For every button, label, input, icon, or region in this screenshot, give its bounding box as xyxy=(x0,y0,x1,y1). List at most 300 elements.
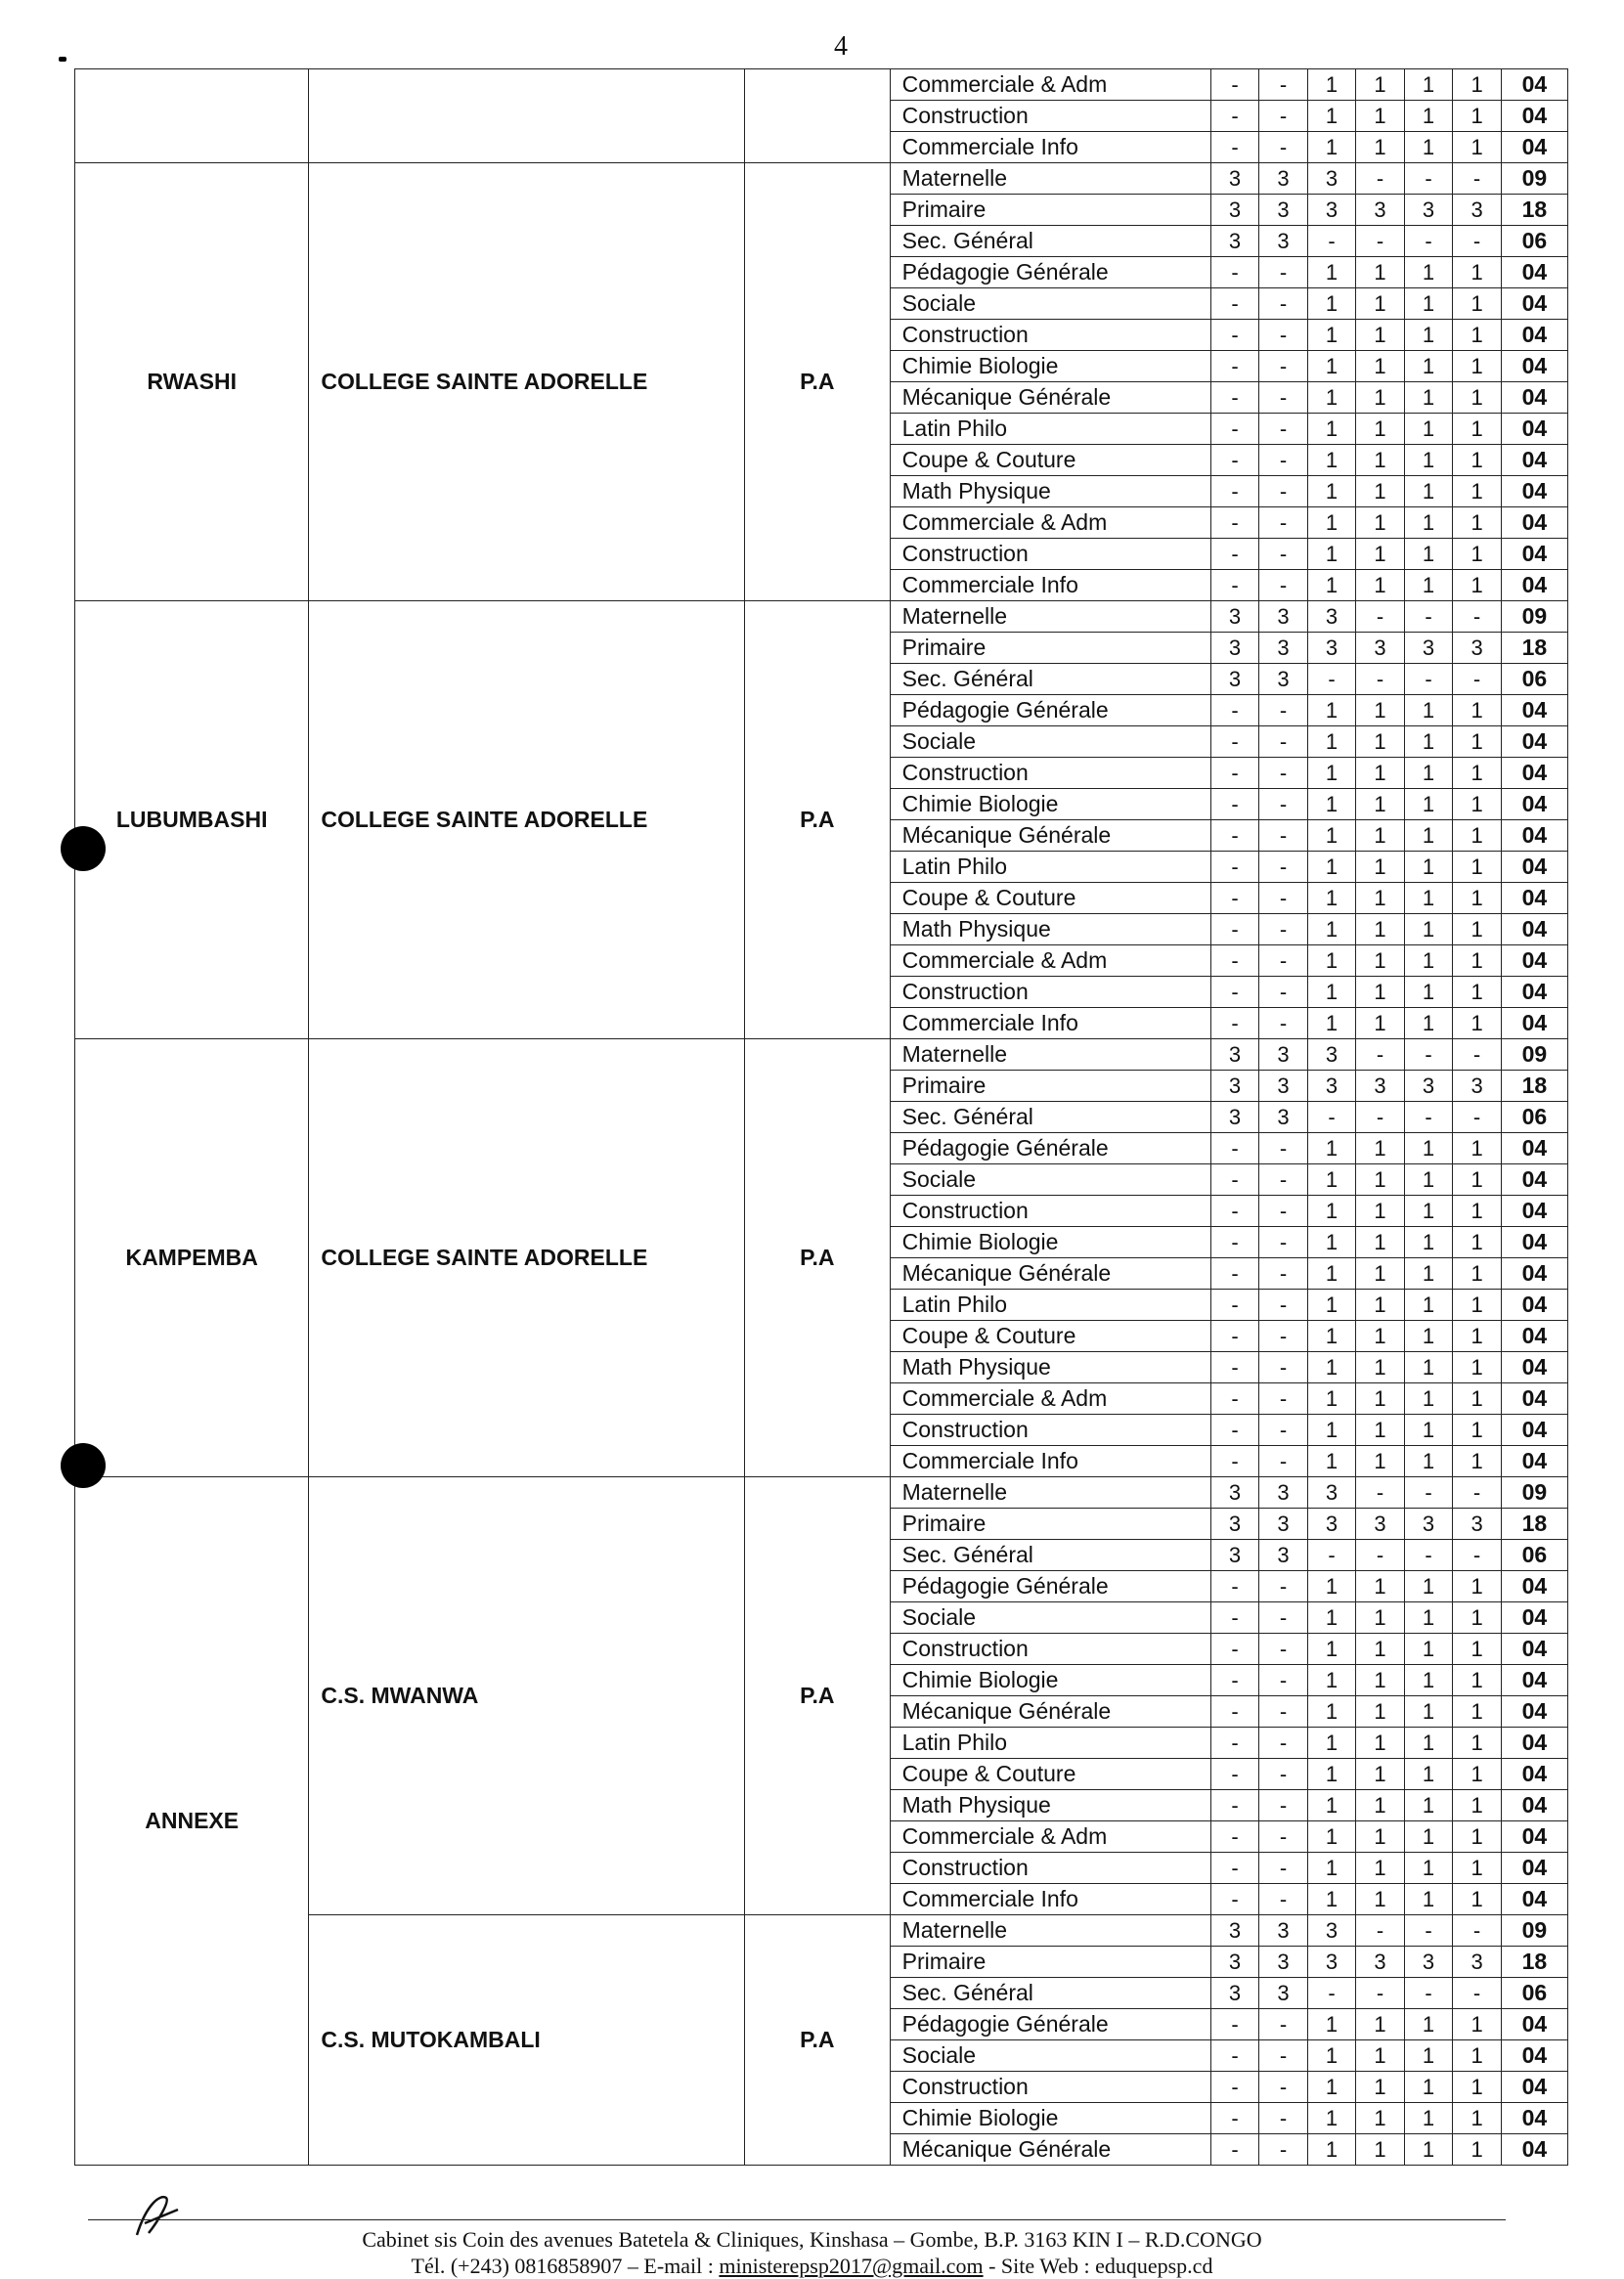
class-count-cell: 3 xyxy=(1259,195,1308,226)
class-count-cell: 1 xyxy=(1307,507,1356,539)
total-cell: 04 xyxy=(1501,1196,1567,1227)
option-name-cell: Maternelle xyxy=(890,601,1210,633)
class-count-cell: - xyxy=(1259,476,1308,507)
total-cell: 04 xyxy=(1501,820,1567,852)
option-name-cell: Math Physique xyxy=(890,914,1210,945)
option-name-cell: Sec. Général xyxy=(890,226,1210,257)
class-count-cell: - xyxy=(1210,132,1259,163)
class-count-cell: 1 xyxy=(1307,570,1356,601)
class-count-cell: - xyxy=(1210,1602,1259,1634)
option-name-cell: Mécanique Générale xyxy=(890,2134,1210,2166)
class-count-cell: 1 xyxy=(1307,726,1356,758)
option-name-cell: Pédagogie Générale xyxy=(890,1571,1210,1602)
class-count-cell: 3 xyxy=(1210,1915,1259,1947)
class-count-cell: 1 xyxy=(1404,2072,1453,2103)
class-count-cell: 1 xyxy=(1356,1258,1405,1290)
class-count-cell: - xyxy=(1210,789,1259,820)
class-count-cell: - xyxy=(1259,351,1308,382)
option-name-cell: Coupe & Couture xyxy=(890,445,1210,476)
class-count-cell: - xyxy=(1453,1477,1502,1509)
class-count-cell: 3 xyxy=(1307,163,1356,195)
class-count-cell: 1 xyxy=(1404,1008,1453,1039)
class-count-cell: 3 xyxy=(1210,163,1259,195)
total-cell: 04 xyxy=(1501,2040,1567,2072)
option-name-cell: Construction xyxy=(890,539,1210,570)
total-cell: 04 xyxy=(1501,351,1567,382)
class-count-cell: 1 xyxy=(1404,382,1453,414)
school-name-cell: COLLEGE SAINTE ADORELLE xyxy=(309,601,745,1039)
option-name-cell: Maternelle xyxy=(890,1915,1210,1947)
class-count-cell: 1 xyxy=(1404,1665,1453,1696)
total-cell: 09 xyxy=(1501,1915,1567,1947)
total-cell: 04 xyxy=(1501,789,1567,820)
class-count-cell: 1 xyxy=(1356,852,1405,883)
class-count-cell: 3 xyxy=(1307,1039,1356,1071)
class-count-cell: - xyxy=(1259,914,1308,945)
option-name-cell: Commerciale & Adm xyxy=(890,1821,1210,1853)
class-count-cell: - xyxy=(1259,2040,1308,2072)
option-name-cell: Construction xyxy=(890,1634,1210,1665)
total-cell: 04 xyxy=(1501,1602,1567,1634)
class-count-cell: - xyxy=(1259,1258,1308,1290)
regime-cell xyxy=(745,69,891,163)
option-name-cell: Sec. Général xyxy=(890,1102,1210,1133)
class-count-cell: 1 xyxy=(1453,320,1502,351)
class-count-cell: 1 xyxy=(1453,1571,1502,1602)
class-count-cell: - xyxy=(1210,570,1259,601)
class-count-cell: 1 xyxy=(1307,1602,1356,1634)
total-cell: 04 xyxy=(1501,1446,1567,1477)
option-name-cell: Commerciale Info xyxy=(890,132,1210,163)
class-count-cell: 1 xyxy=(1404,852,1453,883)
class-count-cell: - xyxy=(1259,288,1308,320)
class-count-cell: 1 xyxy=(1307,945,1356,977)
option-name-cell: Math Physique xyxy=(890,476,1210,507)
class-count-cell: 3 xyxy=(1210,226,1259,257)
class-count-cell: - xyxy=(1259,1665,1308,1696)
class-count-cell: 3 xyxy=(1259,1540,1308,1571)
total-cell: 04 xyxy=(1501,507,1567,539)
option-name-cell: Chimie Biologie xyxy=(890,351,1210,382)
class-count-cell: 1 xyxy=(1356,1884,1405,1915)
class-count-cell: 1 xyxy=(1356,1728,1405,1759)
regime-cell: P.A xyxy=(745,1477,891,1915)
class-count-cell: - xyxy=(1453,226,1502,257)
class-count-cell: 1 xyxy=(1404,883,1453,914)
class-count-cell: - xyxy=(1259,2134,1308,2166)
option-name-cell: Construction xyxy=(890,1853,1210,1884)
class-count-cell: 1 xyxy=(1307,257,1356,288)
class-count-cell: 1 xyxy=(1404,1290,1453,1321)
option-name-cell: Pédagogie Générale xyxy=(890,1133,1210,1164)
class-count-cell: 1 xyxy=(1307,852,1356,883)
class-count-cell: 3 xyxy=(1210,195,1259,226)
class-count-cell: 1 xyxy=(1356,1571,1405,1602)
class-count-cell: 3 xyxy=(1259,1947,1308,1978)
class-count-cell: 3 xyxy=(1453,1071,1502,1102)
class-count-cell: - xyxy=(1210,695,1259,726)
class-count-cell: 1 xyxy=(1453,1290,1502,1321)
class-count-cell: - xyxy=(1259,1227,1308,1258)
total-cell: 04 xyxy=(1501,414,1567,445)
class-count-cell: 1 xyxy=(1453,570,1502,601)
footer-rule xyxy=(88,2219,1506,2220)
class-count-cell: - xyxy=(1356,1477,1405,1509)
class-count-cell: - xyxy=(1307,1102,1356,1133)
option-name-cell: Latin Philo xyxy=(890,414,1210,445)
class-count-cell: 1 xyxy=(1356,69,1405,101)
class-count-cell: - xyxy=(1259,1602,1308,1634)
class-count-cell: 1 xyxy=(1404,1790,1453,1821)
class-count-cell: 3 xyxy=(1307,195,1356,226)
class-count-cell: - xyxy=(1259,1352,1308,1383)
class-count-cell: 1 xyxy=(1356,1383,1405,1415)
class-count-cell: - xyxy=(1210,320,1259,351)
class-count-cell: 1 xyxy=(1307,1008,1356,1039)
class-count-cell: 1 xyxy=(1404,820,1453,852)
class-count-cell: - xyxy=(1259,789,1308,820)
class-count-cell: 1 xyxy=(1307,1196,1356,1227)
commune-cell xyxy=(75,69,309,163)
scan-mark xyxy=(59,57,66,62)
class-count-cell: 3 xyxy=(1210,1978,1259,2009)
class-count-cell: - xyxy=(1210,2134,1259,2166)
class-count-cell: 1 xyxy=(1453,2134,1502,2166)
option-name-cell: Sociale xyxy=(890,1602,1210,1634)
total-cell: 04 xyxy=(1501,445,1567,476)
option-name-cell: Primaire xyxy=(890,1071,1210,1102)
class-count-cell: - xyxy=(1210,1728,1259,1759)
class-count-cell: 1 xyxy=(1404,1446,1453,1477)
class-count-cell: - xyxy=(1404,1915,1453,1947)
class-count-cell: 3 xyxy=(1356,1509,1405,1540)
option-name-cell: Commerciale & Adm xyxy=(890,1383,1210,1415)
class-count-cell: - xyxy=(1356,1102,1405,1133)
option-name-cell: Construction xyxy=(890,320,1210,351)
class-count-cell: 3 xyxy=(1307,601,1356,633)
class-count-cell: 1 xyxy=(1404,1853,1453,1884)
total-cell: 09 xyxy=(1501,601,1567,633)
class-count-cell: 1 xyxy=(1356,414,1405,445)
class-count-cell: - xyxy=(1356,1915,1405,1947)
total-cell: 04 xyxy=(1501,570,1567,601)
total-cell: 04 xyxy=(1501,977,1567,1008)
class-count-cell: - xyxy=(1210,1415,1259,1446)
class-count-cell: 1 xyxy=(1356,1321,1405,1352)
class-count-cell: 1 xyxy=(1404,539,1453,570)
class-count-cell: 3 xyxy=(1307,1071,1356,1102)
class-count-cell: 1 xyxy=(1453,1446,1502,1477)
class-count-cell: - xyxy=(1404,1540,1453,1571)
class-count-cell: 3 xyxy=(1259,1039,1308,1071)
class-count-cell: 1 xyxy=(1453,1821,1502,1853)
class-count-cell: - xyxy=(1259,539,1308,570)
class-count-cell: 1 xyxy=(1356,539,1405,570)
class-count-cell: 1 xyxy=(1356,1196,1405,1227)
class-count-cell: 1 xyxy=(1453,539,1502,570)
option-name-cell: Primaire xyxy=(890,1947,1210,1978)
class-count-cell: - xyxy=(1210,1571,1259,1602)
class-count-cell: - xyxy=(1307,1540,1356,1571)
total-cell: 04 xyxy=(1501,883,1567,914)
class-count-cell: 3 xyxy=(1453,1947,1502,1978)
class-count-cell: 1 xyxy=(1404,2040,1453,2072)
option-name-cell: Latin Philo xyxy=(890,1290,1210,1321)
class-count-cell: 1 xyxy=(1356,1164,1405,1196)
class-count-cell: - xyxy=(1307,664,1356,695)
option-name-cell: Maternelle xyxy=(890,1039,1210,1071)
class-count-cell: - xyxy=(1259,1790,1308,1821)
class-count-cell: 1 xyxy=(1356,789,1405,820)
option-name-cell: Sociale xyxy=(890,1164,1210,1196)
class-count-cell: 1 xyxy=(1404,507,1453,539)
class-count-cell: - xyxy=(1210,820,1259,852)
class-count-cell: - xyxy=(1259,132,1308,163)
class-count-cell: 1 xyxy=(1307,2134,1356,2166)
class-count-cell: 1 xyxy=(1453,288,1502,320)
school-name-cell: COLLEGE SAINTE ADORELLE xyxy=(309,163,745,601)
class-count-cell: 1 xyxy=(1453,789,1502,820)
total-cell: 04 xyxy=(1501,2134,1567,2166)
class-count-cell: 3 xyxy=(1210,633,1259,664)
class-count-cell: 1 xyxy=(1307,1853,1356,1884)
class-count-cell: 3 xyxy=(1356,1947,1405,1978)
class-count-cell: 1 xyxy=(1356,2103,1405,2134)
class-count-cell: 1 xyxy=(1453,883,1502,914)
class-count-cell: 1 xyxy=(1404,1196,1453,1227)
option-name-cell: Latin Philo xyxy=(890,1728,1210,1759)
class-count-cell: 1 xyxy=(1356,1227,1405,1258)
class-count-cell: 1 xyxy=(1356,1352,1405,1383)
class-count-cell: - xyxy=(1259,445,1308,476)
class-count-cell: - xyxy=(1210,1853,1259,1884)
class-count-cell: - xyxy=(1356,163,1405,195)
option-name-cell: Coupe & Couture xyxy=(890,1759,1210,1790)
class-count-cell: - xyxy=(1210,1634,1259,1665)
class-count-cell: - xyxy=(1453,664,1502,695)
table-row xyxy=(75,163,1568,195)
total-cell: 04 xyxy=(1501,320,1567,351)
class-count-cell: 3 xyxy=(1356,1071,1405,1102)
class-count-cell: 1 xyxy=(1356,1415,1405,1446)
class-count-cell: 1 xyxy=(1404,320,1453,351)
class-count-cell: 3 xyxy=(1210,601,1259,633)
class-count-cell: - xyxy=(1259,382,1308,414)
class-count-cell: 3 xyxy=(1356,633,1405,664)
option-name-cell: Pédagogie Générale xyxy=(890,257,1210,288)
class-count-cell: 1 xyxy=(1356,320,1405,351)
class-count-cell: - xyxy=(1210,101,1259,132)
class-count-cell: 1 xyxy=(1404,1383,1453,1415)
total-cell: 04 xyxy=(1501,1290,1567,1321)
class-count-cell: - xyxy=(1259,726,1308,758)
class-count-cell: 1 xyxy=(1404,132,1453,163)
option-name-cell: Construction xyxy=(890,1415,1210,1446)
class-count-cell: 1 xyxy=(1356,382,1405,414)
class-count-cell: - xyxy=(1404,1039,1453,1071)
class-count-cell: - xyxy=(1210,1665,1259,1696)
option-name-cell: Pédagogie Générale xyxy=(890,2009,1210,2040)
class-count-cell: 1 xyxy=(1404,945,1453,977)
class-count-cell: - xyxy=(1210,914,1259,945)
class-count-cell: 1 xyxy=(1307,2040,1356,2072)
class-count-cell: - xyxy=(1259,1133,1308,1164)
option-name-cell: Commerciale Info xyxy=(890,1008,1210,1039)
class-count-cell: - xyxy=(1259,1696,1308,1728)
total-cell: 04 xyxy=(1501,1352,1567,1383)
total-cell: 04 xyxy=(1501,1571,1567,1602)
class-count-cell: 3 xyxy=(1259,1509,1308,1540)
class-count-cell: - xyxy=(1259,1415,1308,1446)
class-count-cell: - xyxy=(1404,601,1453,633)
class-count-cell: 3 xyxy=(1259,1071,1308,1102)
class-count-cell: 1 xyxy=(1453,2103,1502,2134)
class-count-cell: 1 xyxy=(1404,1321,1453,1352)
class-count-cell: - xyxy=(1210,1321,1259,1352)
option-name-cell: Maternelle xyxy=(890,163,1210,195)
class-count-cell: 3 xyxy=(1259,1102,1308,1133)
class-count-cell: 1 xyxy=(1307,1884,1356,1915)
class-count-cell: - xyxy=(1259,977,1308,1008)
total-cell: 04 xyxy=(1501,2103,1567,2134)
class-count-cell: - xyxy=(1210,1008,1259,1039)
class-count-cell: 1 xyxy=(1453,507,1502,539)
total-cell: 04 xyxy=(1501,1321,1567,1352)
class-count-cell: - xyxy=(1453,1978,1502,2009)
total-cell: 04 xyxy=(1501,1728,1567,1759)
class-count-cell: 3 xyxy=(1259,664,1308,695)
option-name-cell: Mécanique Générale xyxy=(890,820,1210,852)
option-name-cell: Sociale xyxy=(890,726,1210,758)
class-count-cell: 1 xyxy=(1404,570,1453,601)
school-name-cell: C.S. MUTOKAMBALI xyxy=(309,1915,745,2166)
class-count-cell: 1 xyxy=(1356,726,1405,758)
class-count-cell: 1 xyxy=(1453,1321,1502,1352)
class-count-cell: 1 xyxy=(1404,695,1453,726)
school-name-cell xyxy=(309,69,745,163)
class-count-cell: 1 xyxy=(1453,726,1502,758)
class-count-cell: 1 xyxy=(1404,1352,1453,1383)
class-count-cell: - xyxy=(1259,320,1308,351)
class-count-cell: 1 xyxy=(1453,1634,1502,1665)
class-count-cell: 1 xyxy=(1453,1383,1502,1415)
class-count-cell: 3 xyxy=(1356,195,1405,226)
class-count-cell: 1 xyxy=(1356,476,1405,507)
total-cell: 06 xyxy=(1501,1102,1567,1133)
class-count-cell: 1 xyxy=(1453,1196,1502,1227)
class-count-cell: 1 xyxy=(1356,1133,1405,1164)
class-count-cell: - xyxy=(1210,2040,1259,2072)
class-count-cell: - xyxy=(1210,476,1259,507)
class-count-cell: - xyxy=(1356,1540,1405,1571)
total-cell: 04 xyxy=(1501,1790,1567,1821)
class-count-cell: 3 xyxy=(1210,1039,1259,1071)
table-row xyxy=(75,1039,1568,1071)
class-count-cell: 1 xyxy=(1453,1227,1502,1258)
class-count-cell: 1 xyxy=(1404,351,1453,382)
class-count-cell: - xyxy=(1453,1915,1502,1947)
class-count-cell: 1 xyxy=(1404,1759,1453,1790)
option-name-cell: Mécanique Générale xyxy=(890,1696,1210,1728)
class-count-cell: 1 xyxy=(1356,1602,1405,1634)
class-count-cell: 1 xyxy=(1453,414,1502,445)
total-cell: 04 xyxy=(1501,758,1567,789)
class-count-cell: 1 xyxy=(1307,1728,1356,1759)
class-count-cell: 1 xyxy=(1307,1696,1356,1728)
class-count-cell: - xyxy=(1210,507,1259,539)
class-count-cell: 1 xyxy=(1404,445,1453,476)
class-count-cell: 1 xyxy=(1453,977,1502,1008)
class-count-cell: 3 xyxy=(1307,633,1356,664)
class-count-cell: 1 xyxy=(1307,1352,1356,1383)
class-count-cell: 1 xyxy=(1307,2072,1356,2103)
option-name-cell: Chimie Biologie xyxy=(890,2103,1210,2134)
class-count-cell: - xyxy=(1210,445,1259,476)
class-count-cell: 1 xyxy=(1307,1258,1356,1290)
class-count-cell: - xyxy=(1210,539,1259,570)
class-count-cell: - xyxy=(1259,101,1308,132)
class-count-cell: 1 xyxy=(1307,132,1356,163)
class-count-cell: 3 xyxy=(1404,195,1453,226)
total-cell: 09 xyxy=(1501,1477,1567,1509)
commune-cell: RWASHI xyxy=(75,163,309,601)
total-cell: 04 xyxy=(1501,945,1567,977)
punch-hole-upper xyxy=(61,826,106,871)
class-count-cell: 1 xyxy=(1453,820,1502,852)
class-count-cell: 1 xyxy=(1453,382,1502,414)
total-cell: 09 xyxy=(1501,1039,1567,1071)
total-cell: 04 xyxy=(1501,726,1567,758)
class-count-cell: 3 xyxy=(1210,1509,1259,1540)
total-cell: 04 xyxy=(1501,1853,1567,1884)
class-count-cell: - xyxy=(1210,1227,1259,1258)
total-cell: 04 xyxy=(1501,69,1567,101)
option-name-cell: Maternelle xyxy=(890,1477,1210,1509)
footer-phone: Tél. (+243) 0816858907 – E-mail : xyxy=(411,2254,720,2278)
class-count-cell: - xyxy=(1259,1383,1308,1415)
class-count-cell: 1 xyxy=(1404,1164,1453,1196)
class-count-cell: 1 xyxy=(1404,1571,1453,1602)
option-name-cell: Mécanique Générale xyxy=(890,1258,1210,1290)
class-count-cell: 1 xyxy=(1404,69,1453,101)
class-count-cell: - xyxy=(1259,1290,1308,1321)
class-count-cell: 3 xyxy=(1210,664,1259,695)
total-cell: 04 xyxy=(1501,1634,1567,1665)
class-count-cell: 1 xyxy=(1453,1790,1502,1821)
class-count-cell: 1 xyxy=(1356,1634,1405,1665)
class-count-cell: - xyxy=(1210,1696,1259,1728)
class-count-cell: - xyxy=(1307,226,1356,257)
class-count-cell: - xyxy=(1210,1446,1259,1477)
class-count-cell: - xyxy=(1259,507,1308,539)
class-count-cell: 1 xyxy=(1307,1446,1356,1477)
class-count-cell: 1 xyxy=(1307,382,1356,414)
class-count-cell: 1 xyxy=(1404,1728,1453,1759)
class-count-cell: 1 xyxy=(1307,320,1356,351)
class-count-cell: - xyxy=(1259,883,1308,914)
class-count-cell: 1 xyxy=(1453,1665,1502,1696)
total-cell: 04 xyxy=(1501,1759,1567,1790)
footer-email[interactable]: ministerepsp2017@gmail.com xyxy=(719,2254,984,2278)
option-name-cell: Commerciale Info xyxy=(890,570,1210,601)
total-cell: 09 xyxy=(1501,163,1567,195)
class-count-cell: - xyxy=(1210,726,1259,758)
class-count-cell: 1 xyxy=(1453,1415,1502,1446)
class-count-cell: 3 xyxy=(1453,1509,1502,1540)
option-name-cell: Construction xyxy=(890,101,1210,132)
school-name-cell: C.S. MWANWA xyxy=(309,1477,745,1915)
class-count-cell: 1 xyxy=(1307,101,1356,132)
